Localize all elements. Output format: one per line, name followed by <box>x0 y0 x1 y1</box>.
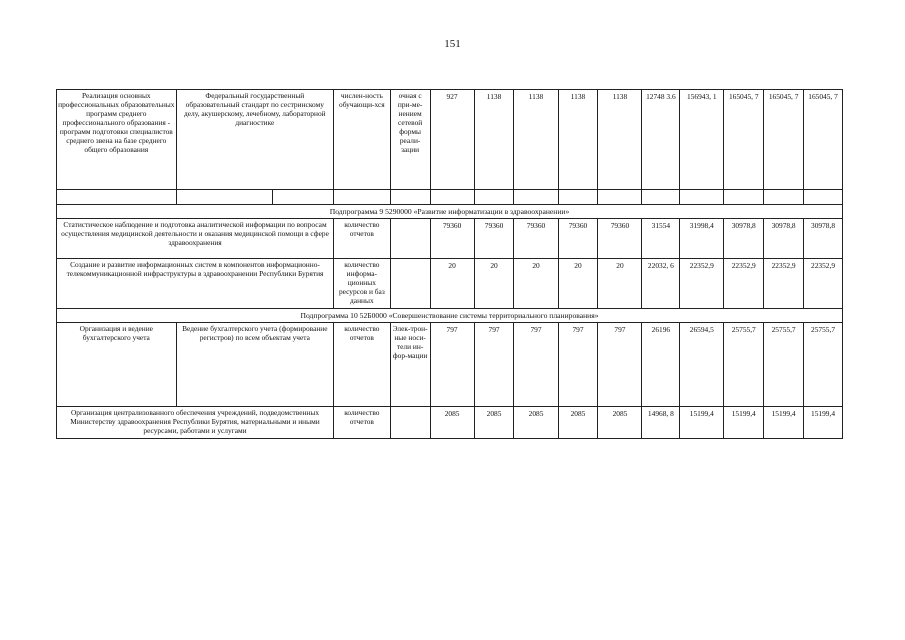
value-cell: 797 <box>514 323 558 407</box>
finance-cell: 25755,7 <box>764 323 804 407</box>
value-cell: 79360 <box>430 219 474 259</box>
value-cell: 2085 <box>514 407 558 439</box>
description-cell: Федеральный государственный образовательный стандарт по сестринскому делу, акушерскому, лечебному, лабораторной диагностике <box>176 90 333 190</box>
subprogram-header <box>57 309 843 323</box>
finance-cell: 30978,8 <box>764 219 804 259</box>
form-cell: очная с при-ме-нением сетевой формы реали-зации <box>390 90 430 190</box>
indicator-cell: количество информа-ционных ресурсов и баз данных <box>334 259 391 309</box>
value-cell: 927 <box>430 90 474 190</box>
finance-cell: 165045, 7 <box>804 90 843 190</box>
finance-cell: 31998,4 <box>680 219 724 259</box>
value-cell: 797 <box>474 323 514 407</box>
finance-cell: 26196 <box>642 323 680 407</box>
subprogram-header <box>57 205 843 219</box>
value-cell: 1138 <box>514 90 558 190</box>
finance-cell: 22352,9 <box>724 259 764 309</box>
value-cell: 797 <box>558 323 598 407</box>
value-cell: 2085 <box>558 407 598 439</box>
value-cell: 79360 <box>598 219 642 259</box>
value-cell: 79360 <box>558 219 598 259</box>
subprogram-title: Подпрограмма 10 52Б0000 «Совершенствование системы территориального планирования» <box>57 309 843 323</box>
table-row <box>57 90 843 190</box>
value-cell: 20 <box>514 259 558 309</box>
finance-cell: 12748 3.6 <box>642 90 680 190</box>
table-row <box>57 190 843 205</box>
finance-cell: 165045, 7 <box>764 90 804 190</box>
activity-cell: Реализация основных профессиональных образовательных программ среднего профессионального образования - программ подготовки специалистов среднего звена на базе среднего общего образования <box>57 90 177 190</box>
value-cell: 1138 <box>474 90 514 190</box>
finance-cell: 15199,4 <box>804 407 843 439</box>
finance-cell: 22352,9 <box>764 259 804 309</box>
activity-cell: Создание и развитие информационных систем в компонентов информационно-телекоммуникационной инфраструктуры в здравоохранении Республики Бурятия <box>57 259 334 309</box>
finance-cell: 15199,4 <box>680 407 724 439</box>
value-cell: 1138 <box>558 90 598 190</box>
value-cell: 797 <box>598 323 642 407</box>
finance-cell: 22032, 6 <box>642 259 680 309</box>
table-row <box>57 323 843 407</box>
value-cell: 79360 <box>514 219 558 259</box>
finance-cell: 15199,4 <box>764 407 804 439</box>
form-cell: Элек-трон-ные носи-тели ин-фор-мации <box>390 323 430 407</box>
finance-cell: 31554 <box>642 219 680 259</box>
indicator-cell: числен-ность обучающи-хся <box>334 90 391 190</box>
finance-cell: 156943, 1 <box>680 90 724 190</box>
value-cell: 2085 <box>474 407 514 439</box>
finance-cell: 30978,8 <box>724 219 764 259</box>
page-number: 151 <box>444 38 461 50</box>
indicator-cell: количество отчетов <box>334 323 391 407</box>
value-cell: 20 <box>558 259 598 309</box>
indicator-cell: количество отчетов <box>334 219 391 259</box>
value-cell: 79360 <box>474 219 514 259</box>
finance-cell: 165045, 7 <box>724 90 764 190</box>
finance-cell: 15199,4 <box>724 407 764 439</box>
table-row <box>57 259 843 309</box>
finance-cell: 22352,9 <box>680 259 724 309</box>
activity-cell: Организация и ведение бухгалтерского учета <box>57 323 177 407</box>
description-cell: Ведение бухгалтерского учета (формирование регистров) по всем объектам учета <box>176 323 333 407</box>
finance-cell: 26594,5 <box>680 323 724 407</box>
value-cell: 20 <box>474 259 514 309</box>
activity-cell: Статистическое наблюдение и подготовка аналитической информации по вопросам осуществления медицинской деятельности и оказания медицинской помощи в сфере здравоохранения <box>57 219 334 259</box>
table-row <box>57 407 843 439</box>
finance-cell: 30978,8 <box>804 219 843 259</box>
form-cell <box>390 219 430 259</box>
value-cell: 2085 <box>598 407 642 439</box>
finance-cell: 25755,7 <box>724 323 764 407</box>
value-cell: 20 <box>430 259 474 309</box>
indicator-cell: количество отчетов <box>334 407 391 439</box>
activity-cell: Организация централизованного обеспечения учреждений, подведомственных Министерству здравоохранения Республики Бурятия, материальными и иными ресурсами, работами и услугами <box>57 407 334 439</box>
finance-cell: 14968, 8 <box>642 407 680 439</box>
form-cell <box>390 407 430 439</box>
value-cell: 20 <box>598 259 642 309</box>
finance-cell: 25755,7 <box>804 323 843 407</box>
finance-cell: 22352,9 <box>804 259 843 309</box>
value-cell: 1138 <box>598 90 642 190</box>
subprogram-title: Подпрограмма 9 5290000 «Развитие информатизации в здравоохранении» <box>57 205 843 219</box>
value-cell: 797 <box>430 323 474 407</box>
value-cell: 2085 <box>430 407 474 439</box>
services-table <box>56 89 843 439</box>
table-row <box>57 219 843 259</box>
form-cell <box>390 259 430 309</box>
